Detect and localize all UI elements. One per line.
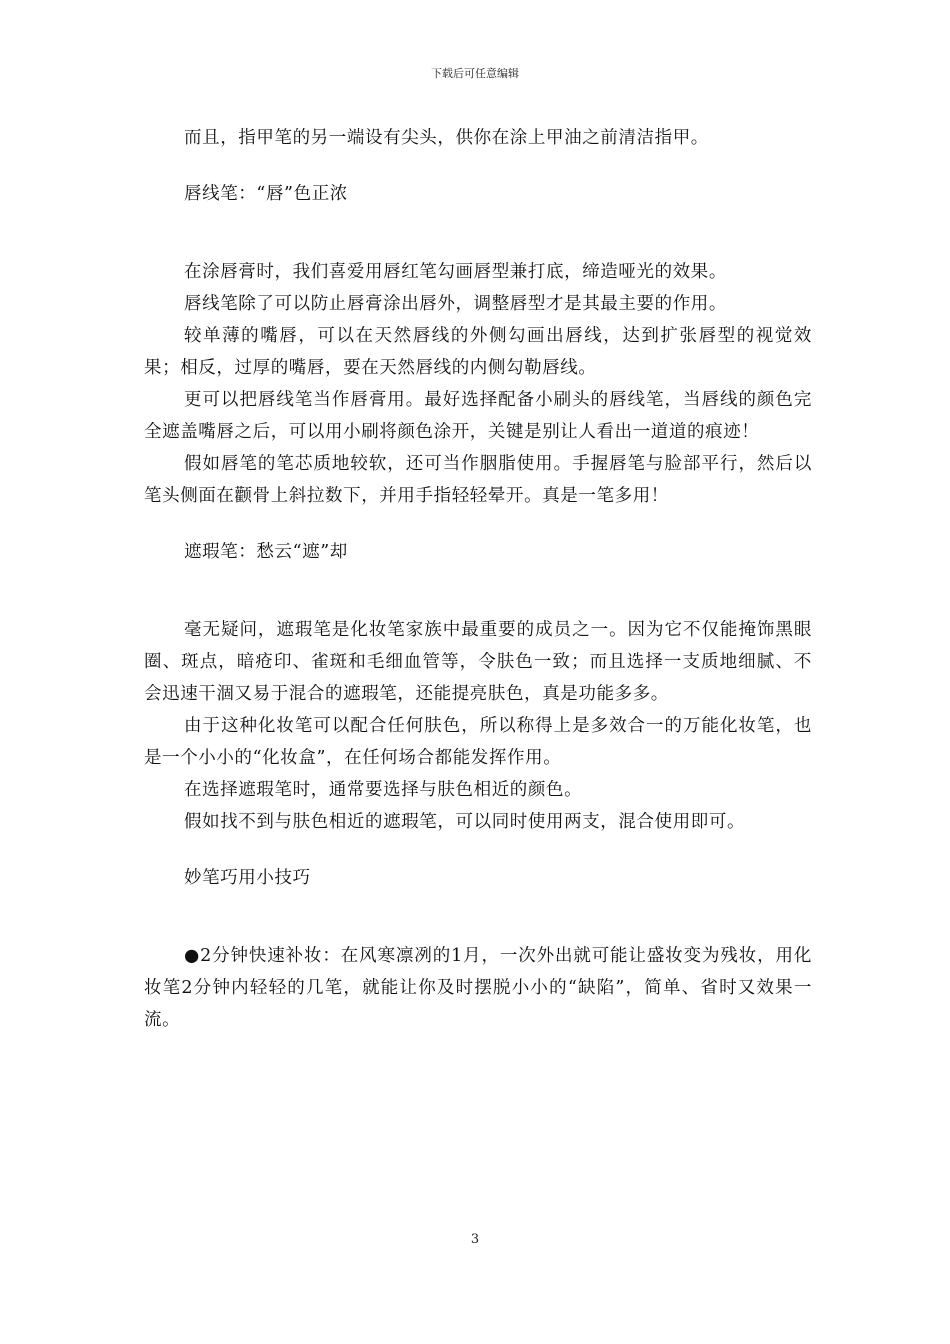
spacer <box>144 512 812 536</box>
spacer <box>144 568 812 614</box>
spacer <box>144 838 812 862</box>
spacer <box>144 210 812 256</box>
section-heading: 遮瑕笔：愁云“遮”却 <box>184 542 348 562</box>
paragraph: 毫无疑问，遮瑕笔是化妆笔家族中最重要的成员之一。因为它不仅能掩饰黑眼圈、斑点，暗疮印、雀斑和毛细血管等，令肤色一致；而且选择一支质地细腻、不会迅速干涸又易于混合的遮瑕笔，还能提亮肤色，真是功能多多。 <box>144 620 812 704</box>
section-heading: 妙笔巧用小技巧 <box>184 868 311 888</box>
paragraph: 较单薄的嘴唇，可以在天然唇线的外侧勾画出唇线，达到扩张唇型的视觉效果；相反，过厚的嘴唇，要在天然唇线的内侧勾勒唇线。 <box>144 326 812 378</box>
paragraph: ●2分钟快速补妆：在风寒凛冽的1月，一次外出就可能让盛妆变为残妆，用化妆笔2分钟内轻轻的几笔，就能让你及时摆脱小小的“缺陷”，简单、省时又效果一流。 <box>144 946 812 1030</box>
paragraph: 唇线笔除了可以防止唇膏涂出唇外，调整唇型才是其最主要的作用。 <box>184 294 727 314</box>
section-heading: 唇线笔：“唇”色正浓 <box>184 184 348 204</box>
paragraph: 假如唇笔的笔芯质地较软，还可当作胭脂使用。手握唇笔与脸部平行，然后以笔头侧面在颧骨上斜拉数下，并用手指轻轻晕开。真是一笔多用！ <box>144 454 812 506</box>
paragraph: 更可以把唇线笔当作唇膏用。最好选择配备小刷头的唇线笔，当唇线的颜色完全遮盖嘴唇之后，可以用小刷将颜色涂开，关键是别让人看出一道道的痕迹！ <box>144 390 812 442</box>
paragraph: 而且，指甲笔的另一端设有尖头，供你在涂上甲油之前清洁指甲。 <box>184 128 709 148</box>
spacer <box>144 894 812 940</box>
paragraph: 由于这种化妆笔可以配合任何肤色，所以称得上是多效合一的万能化妆笔，也是一个小小的“化妆盒”，在任何场合都能发挥作用。 <box>144 716 812 768</box>
spacer <box>144 154 812 178</box>
page-number: 3 <box>470 1232 480 1247</box>
paragraph: 在涂唇膏时，我们喜爱用唇红笔勾画唇型兼打底，缔造哑光的效果。 <box>184 262 727 282</box>
page-header: 下载后可任意编辑 <box>431 67 519 80</box>
document-body <box>144 122 812 1036</box>
paragraph: 假如找不到与肤色相近的遮瑕笔，可以同时使用两支，混合使用即可。 <box>184 812 746 832</box>
paragraph: 在选择遮瑕笔时，通常要选择与肤色相近的颜色。 <box>184 780 583 800</box>
